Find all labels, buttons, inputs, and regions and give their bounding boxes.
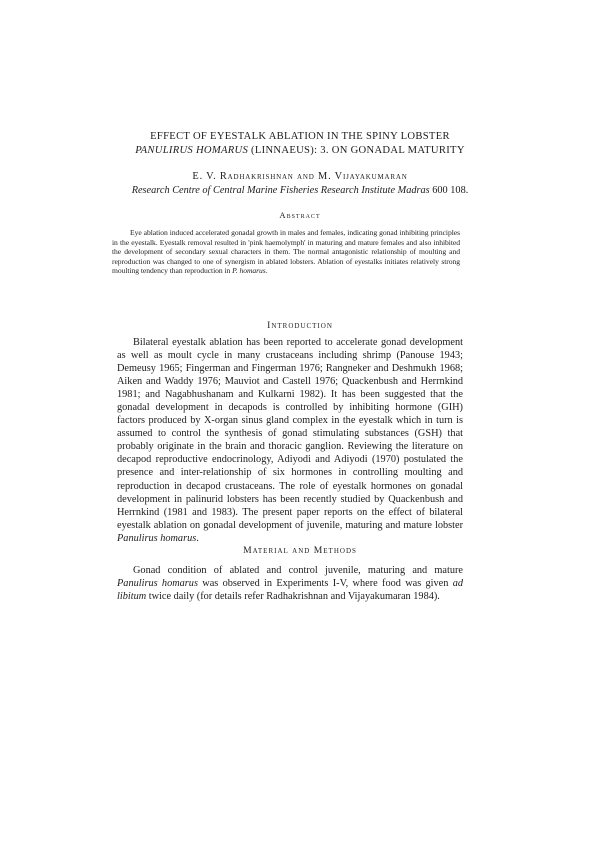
abstract-species: P. homarus — [232, 266, 266, 276]
author-line — [60, 171, 540, 182]
methods-body-3: twice daily (for details refer Radhakrishnan and Vijayakumaran 1984). — [146, 591, 440, 603]
methods-heading: Material and Methods — [243, 545, 357, 556]
affiliation — [60, 185, 540, 196]
author-1: E. V. Radhakrishnan — [192, 171, 294, 182]
abstract-text — [112, 228, 460, 276]
affiliation-name: Research Centre of Central Marine Fisheries Research Institute Madras — [131, 185, 430, 196]
article-title-line2 — [60, 144, 540, 157]
title-species-name: PANULIRUS HOMARUS — [135, 145, 249, 156]
methods-body-2: was observed in Experiments I-V, where food was given — [197, 578, 453, 590]
abstract-body: Eye ablation induced accelerated gonadal growth in males and females, indicating gonad inhibiting principles in the eyestalk. Eyestalk removal resulted in 'pink haemolymph' in maturing and mature females and also inhibited the development of secondary sexual characters in them. The normal antagonistic relationship of moulting and reproduction was changed to one of synergism in ablated lobsters. Ablation of eyestalks initiates relatively strong moulting tendency than reproduction in — [112, 228, 460, 276]
title-line2-rest: (LINNAEUS): 3. ON GONADAL MATURITY — [248, 145, 465, 156]
introduction-body: Bilateral eyestalk ablation has been reported to accelerate gonad development as well as moult cycle in many crustaceans including shrimp (Panouse 1943; Demeusy 1965; Fingerman and Fingerman 1976; Rangneker and Deshmukh 1968; Aiken and Waddy 1976; Mauviot and Castell 1976; Quackenbush and Herrnkind 1981; and Nagabhushanam and Kulkarni 1982). It has been suggested that the gonadal development in decapods is controlled by inhibiting hormone (GIH) factors produced by X-organ sinus gland complex in the eyestalk which in turn is assumed to control the synthesis of gonad stimulating substances (GSH) that probably originate in the brain and thoracic ganglion. Reviewing the literature on decapod reproductive endocrinology, Adiyodi and Adiyodi (1970) postulated the presence and inter-relationship of six hormones in controlling moulting and reproduction in decapod crustaceans. The role of eyestalk hormones on gonadal development in palinurid lobsters has been recently studied by Quackenbush and Herrnkind (1981 and 1983). The present paper reports on the effect of bilateral eyestalk ablation on gonadal development of juvenile, maturing and mature lobster — [117, 337, 463, 531]
introduction-species: Panulirus homarus — [117, 532, 197, 544]
abstract-heading: Abstract — [279, 210, 321, 220]
author-conjunction: and — [293, 171, 319, 182]
methods-ad-libitum: ad libitum — [117, 578, 463, 603]
introduction-end: . — [196, 532, 199, 544]
methods-paragraph — [117, 564, 463, 603]
abstract-end: . — [265, 266, 268, 276]
affiliation-code: 600 108. — [429, 185, 469, 196]
author-2: M. Vijayakumaran — [318, 171, 408, 182]
introduction-paragraph — [117, 336, 463, 545]
methods-species: Panulirus homarus — [117, 578, 198, 590]
methods-body-1: Gonad condition of ablated and control juvenile, maturing and mature — [133, 565, 463, 576]
article-title-line1: EFFECT OF EYESTALK ABLATION IN THE SPINY LOBSTER — [150, 131, 450, 142]
introduction-heading: Introduction — [267, 320, 333, 331]
